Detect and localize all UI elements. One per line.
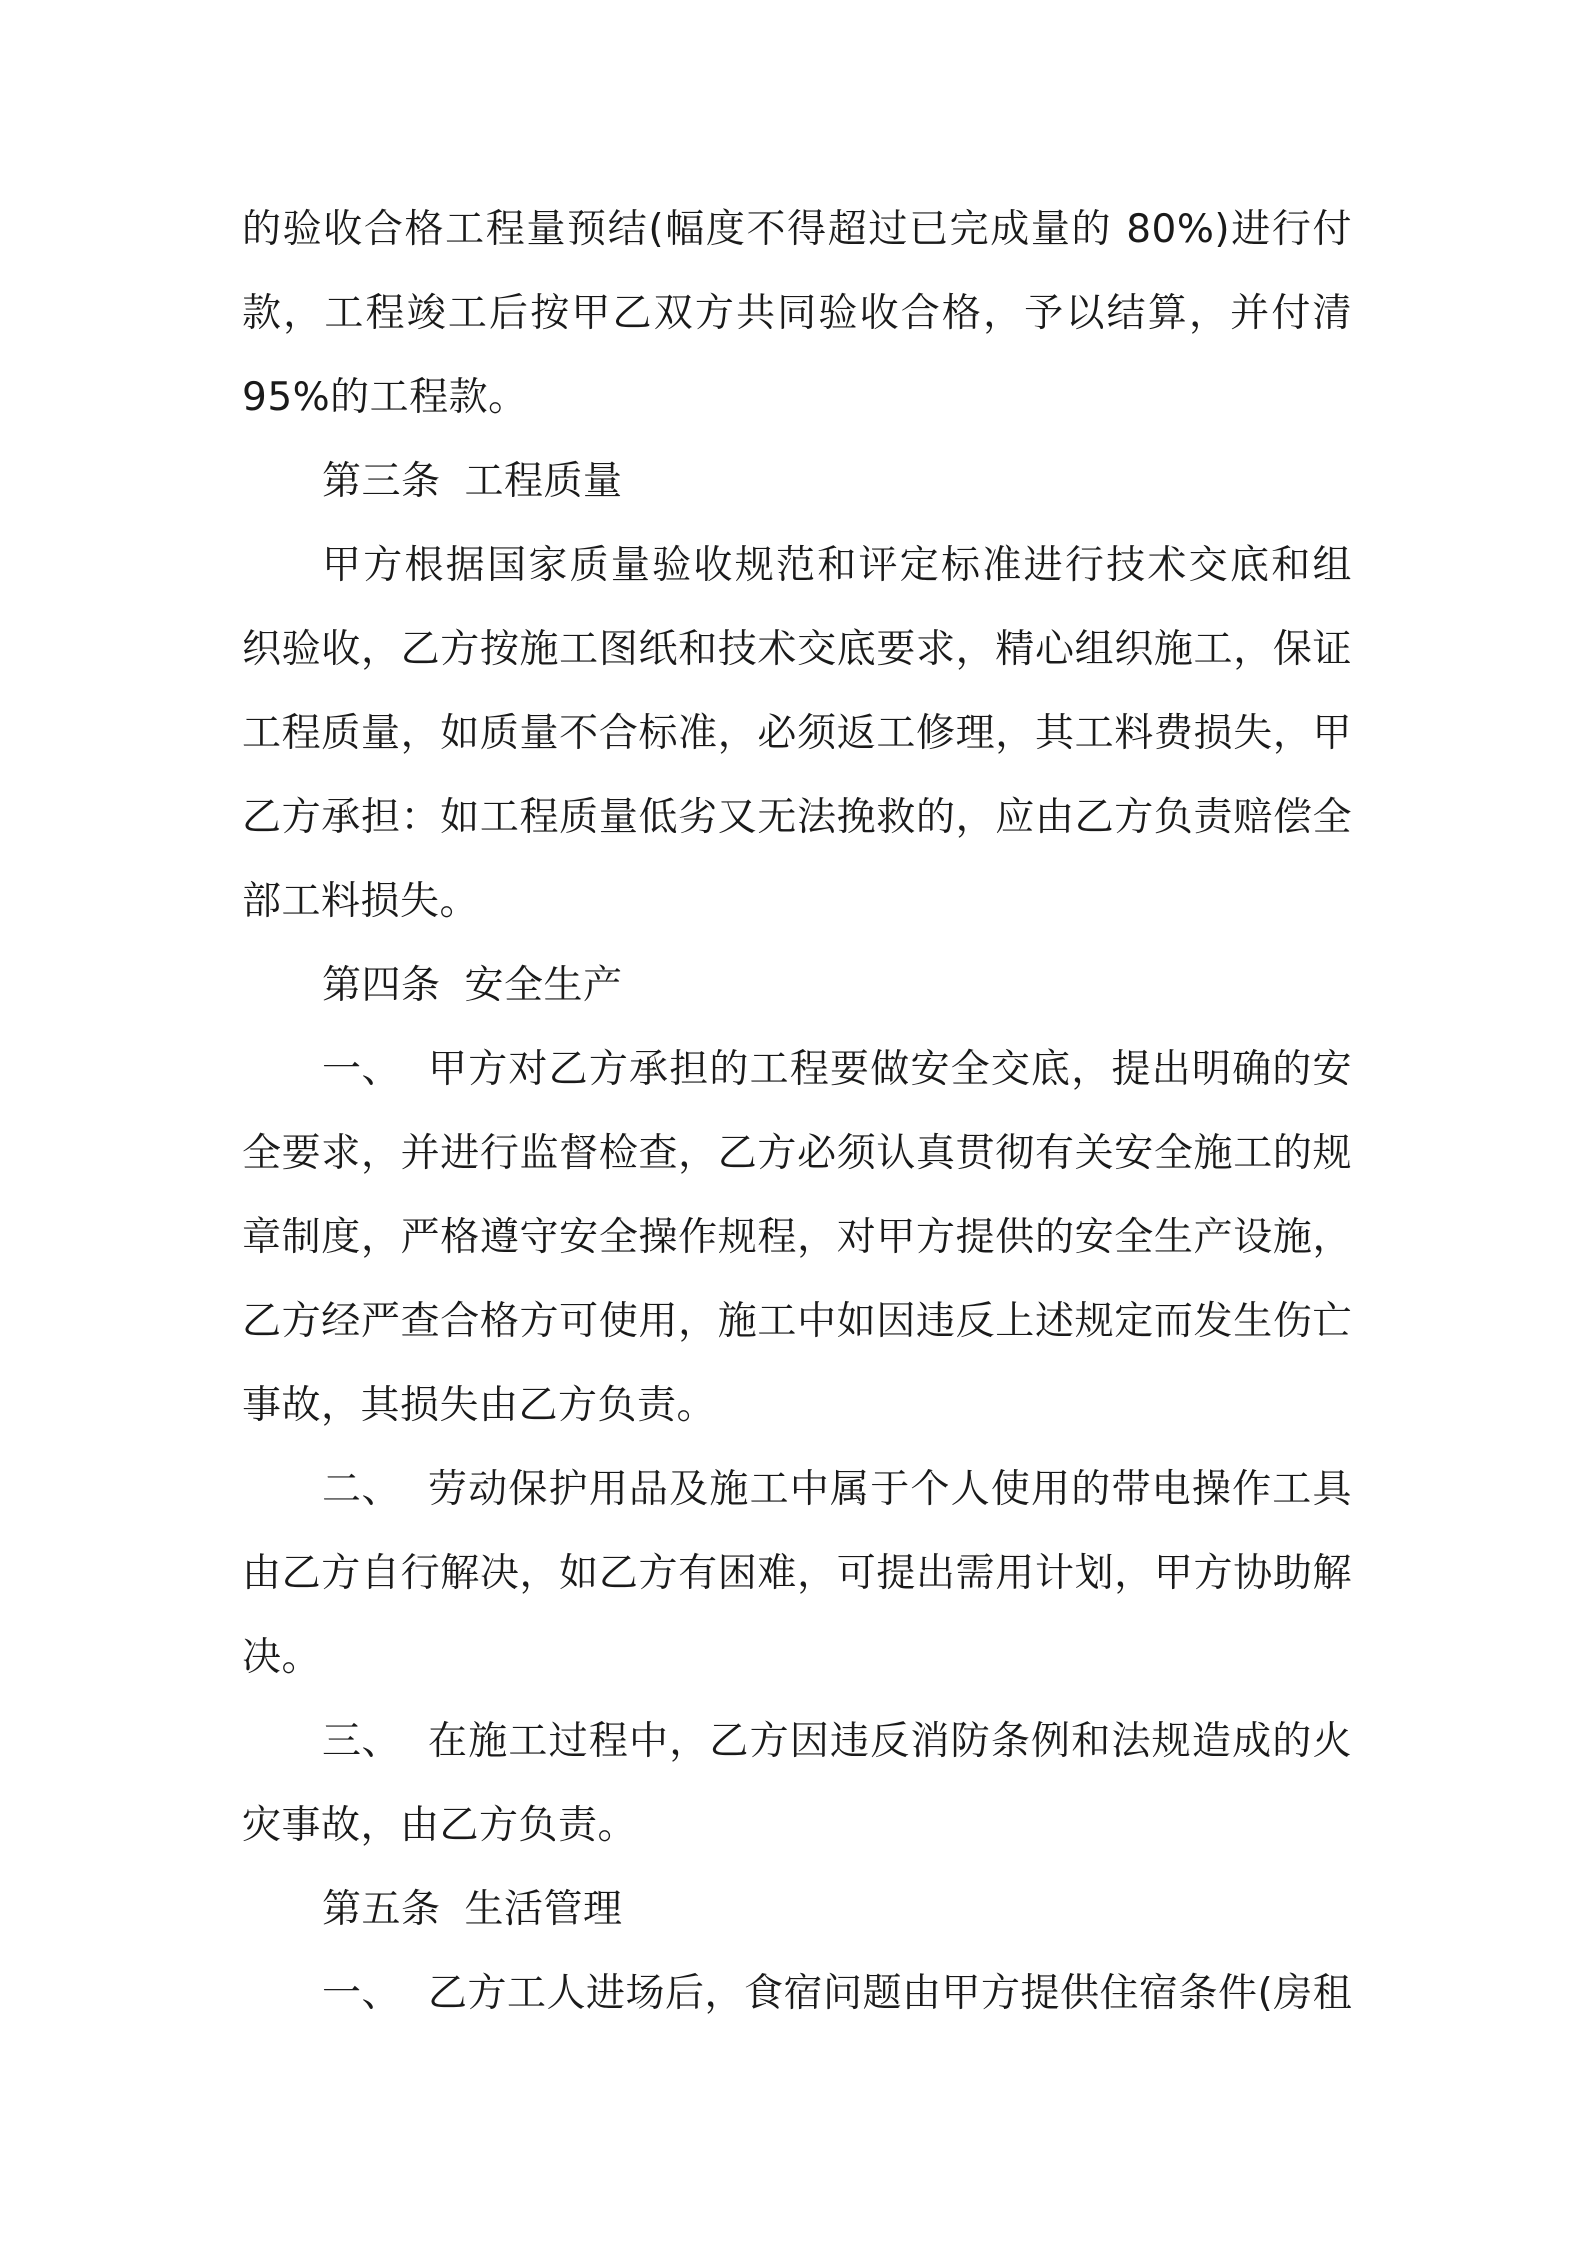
item-text: 甲方对乙方承担的工程要做安全交底，提出明确的安 xyxy=(428,1047,1352,1092)
article-heading xyxy=(242,1868,1352,1952)
paragraph-line: 甲方根据国家质量验收规范和评定标准进行技术交底和组 xyxy=(322,543,1352,588)
article-number: 第四条 xyxy=(322,963,441,1008)
list-item-first-line xyxy=(242,1952,1352,2036)
paragraph-line: 部工料损失。 xyxy=(242,879,480,924)
paragraph-line: 由乙方自行解决，如乙方有困难，可提出需用计划，甲方协助解 xyxy=(242,1551,1352,1596)
paragraph-line: 灾事故，由乙方负责。 xyxy=(242,1803,638,1848)
paragraph-line: 乙方经严查合格方可使用，施工中如因违反上述规定而发生伤亡 xyxy=(242,1299,1352,1344)
list-item-first-line xyxy=(242,1448,1352,1532)
article-number: 第五条 xyxy=(322,1887,441,1932)
paragraph-line: 织验收，乙方按施工图纸和技术交底要求，精心组织施工，保证 xyxy=(242,627,1352,672)
paragraph-line: 全要求，并进行监督检查，乙方必须认真贯彻有关安全施工的规 xyxy=(242,1131,1352,1176)
paragraph-line: 乙方承担：如工程质量低劣又无法挽救的，应由乙方负责赔偿全 xyxy=(242,795,1352,840)
item-marker: 三、 xyxy=(322,1719,402,1764)
item-text: 在施工过程中，乙方因违反消防条例和法规造成的火 xyxy=(428,1719,1352,1764)
item-marker: 二、 xyxy=(322,1467,402,1512)
article-title: 生活管理 xyxy=(464,1887,623,1932)
list-item-first-line xyxy=(242,1700,1352,1784)
paragraph-line: 款，工程竣工后按甲乙双方共同验收合格，予以结算，并付清 xyxy=(242,291,1352,336)
item-text: 乙方工人进场后，食宿问题由甲方提供住宿条件(房租 xyxy=(428,1971,1353,2016)
paragraph-line: 事故，其损失由乙方负责。 xyxy=(242,1383,717,1428)
article-title: 工程质量 xyxy=(464,459,623,504)
article-title: 安全生产 xyxy=(464,963,623,1008)
document-page xyxy=(242,188,1352,2036)
article-heading xyxy=(242,440,1352,524)
article-number: 第三条 xyxy=(322,459,441,504)
item-marker: 一、 xyxy=(322,1047,402,1092)
item-marker: 一、 xyxy=(322,1971,402,2016)
article-heading xyxy=(242,944,1352,1028)
paragraph-line: 的验收合格工程量预结(幅度不得超过已完成量的 80%)进行付 xyxy=(242,207,1352,252)
paragraph-line: 章制度，严格遵守安全操作规程，对甲方提供的安全生产设施， xyxy=(242,1215,1352,1260)
paragraph-line: 95%的工程款。 xyxy=(242,375,528,420)
list-item-first-line xyxy=(242,1028,1352,1112)
paragraph-line: 决。 xyxy=(242,1635,322,1680)
item-text: 劳动保护用品及施工中属于个人使用的带电操作工具 xyxy=(428,1467,1352,1512)
paragraph-line: 工程质量，如质量不合标准，必须返工修理，其工料费损失，甲 xyxy=(242,711,1352,756)
